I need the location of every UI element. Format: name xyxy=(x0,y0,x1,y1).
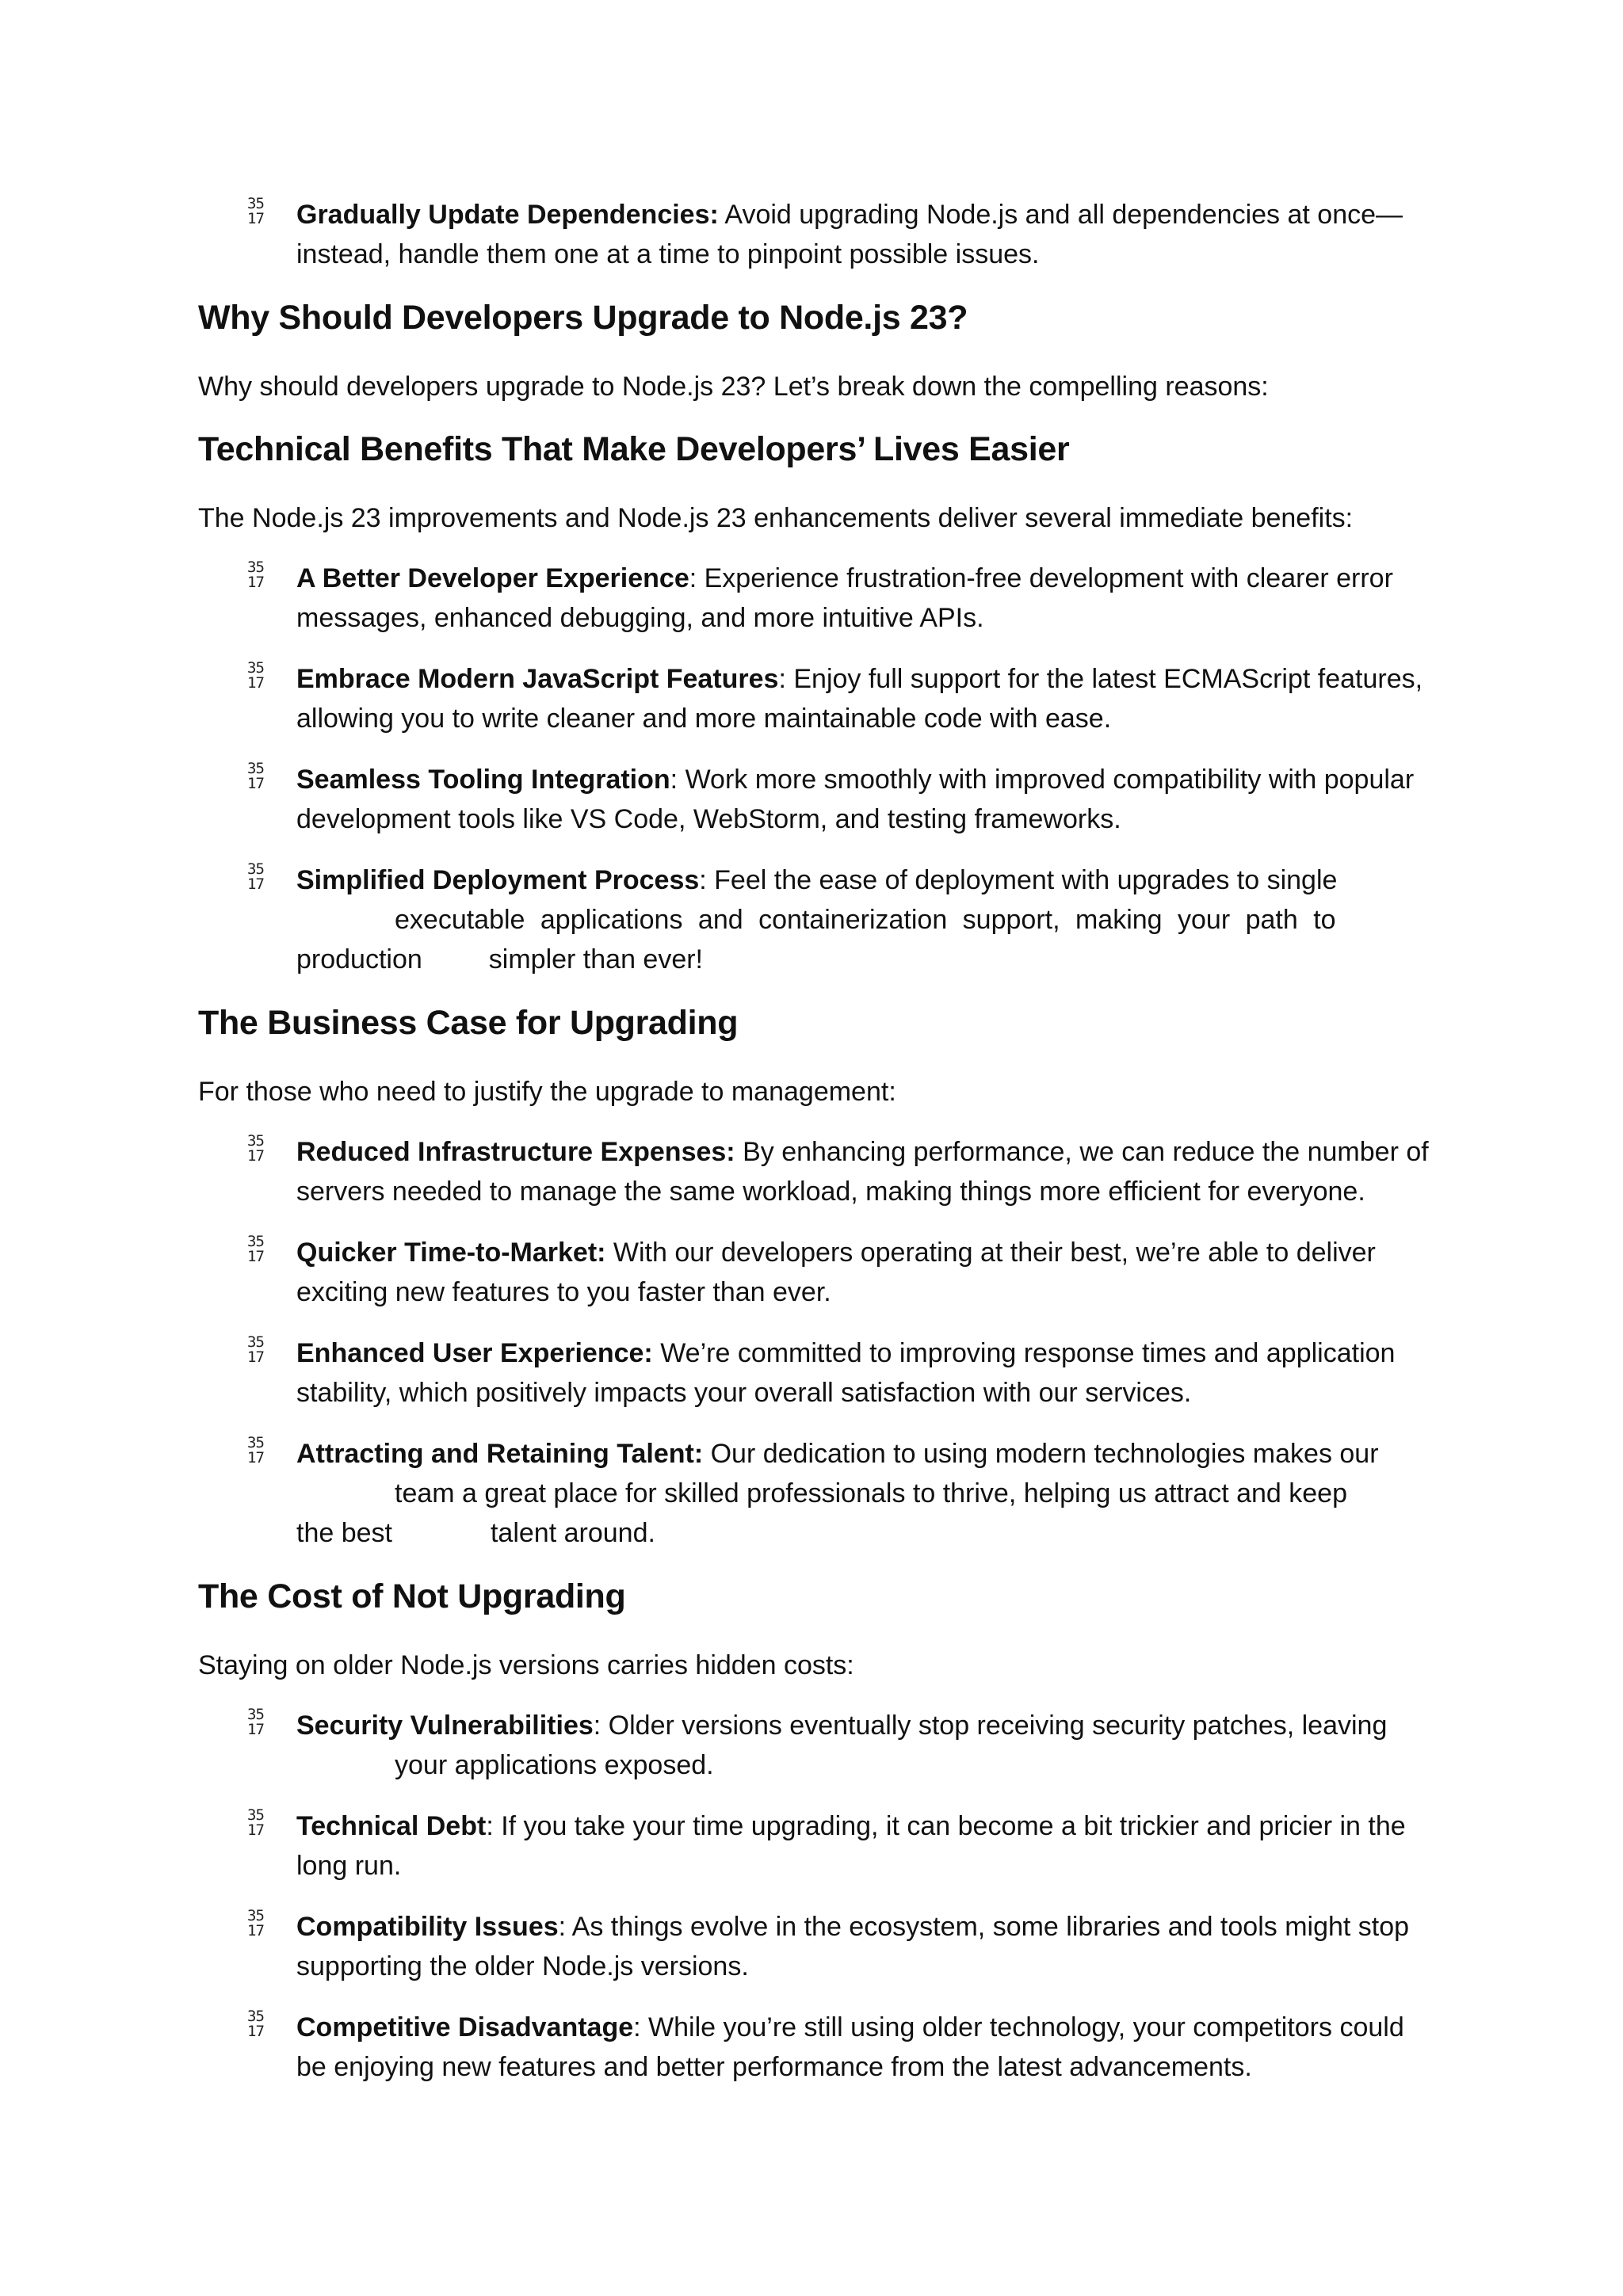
item-text: : Experience frustration-free development with clearer error messages, enhanced debugging, and more intuitive APIs. xyxy=(296,563,1393,633)
list-item xyxy=(198,860,1403,979)
item-text: : Enjoy full support for the latest ECMAScript features, allowing you to write cleaner and more maintainable code with ease. xyxy=(296,664,1423,734)
item-term: Technical Debt xyxy=(296,1811,487,1841)
item-text: : While you’re still using older technology, your competitors could be enjoying new features and better performance from the latest advancements. xyxy=(296,2012,1404,2082)
bullet-marker: 35 17 xyxy=(247,860,264,893)
section-heading-business-case: The Business Case for Upgrading xyxy=(198,1004,739,1042)
bullet-marker: 35 17 xyxy=(247,1434,264,1466)
item-text: : If you take your time upgrading, it can become a bit trickier and pricier in the long run. xyxy=(296,1811,1406,1881)
item-text-cont: simpler than ever! xyxy=(488,944,704,974)
item-text: : As things evolve in the ecosystem, some libraries and tools might stop supporting the older Node.js versions. xyxy=(296,1912,1410,1981)
list-item-gradually-update xyxy=(198,195,1434,274)
item-term: Embrace Modern JavaScript Features xyxy=(296,664,779,694)
item-text-cont: executable applications and containerization support, making your path to xyxy=(395,905,1336,935)
list-item xyxy=(198,1907,1434,1986)
item-term: Simplified Deployment Process xyxy=(296,865,700,895)
item-text: We’re committed to improving response times and application stability, which positively impacts your overall satisfaction with our services. xyxy=(296,1338,1396,1408)
item-term: Attracting and Retaining Talent: xyxy=(296,1439,704,1469)
bullet-marker: 35 17 xyxy=(247,760,264,792)
item-text-cont: talent around. xyxy=(490,1518,655,1548)
section-heading-technical-benefits: Technical Benefits That Make Developers’ Lives Easier xyxy=(198,430,1070,468)
section-paragraph: Why should developers upgrade to Node.js 23? Let’s break down the compelling reasons: xyxy=(198,372,1269,402)
bullet-marker: 35 17 xyxy=(247,1233,264,1265)
item-text-cont: team a great place for skilled professionals to thrive, helping us attract and keep xyxy=(395,1478,1348,1508)
item-text: : Work more smoothly with improved compatibility with popular development tools like VS Code, WebStorm, and testing frameworks. xyxy=(296,765,1415,834)
bullet-marker: 35 17 xyxy=(247,1333,264,1366)
list-item xyxy=(198,2008,1434,2087)
item-text-cont: production xyxy=(296,944,422,974)
bullet-marker: 35 17 xyxy=(247,559,264,591)
bullet-marker: 35 17 xyxy=(247,1806,264,1839)
bullet-marker: 35 17 xyxy=(247,1132,264,1165)
item-term: Security Vulnerabilities xyxy=(296,1711,594,1741)
item-text: With our developers operating at their best, we’re able to deliver exciting new features to you faster than ever. xyxy=(296,1238,1376,1307)
item-text-cont: instead, handle them one at a time to pinpoint possible issues. xyxy=(296,239,1040,269)
item-term: Enhanced User Experience: xyxy=(296,1338,653,1368)
item-term: Compatibility Issues xyxy=(296,1912,559,1942)
item-text: By enhancing performance, we can reduce the number of servers needed to manage the same workload, making things more efficient for everyone. xyxy=(296,1137,1429,1207)
bullet-marker: 35 17 xyxy=(247,1706,264,1738)
list-item xyxy=(198,559,1434,638)
item-text-cont: the best xyxy=(296,1518,392,1548)
list-item xyxy=(198,1333,1434,1413)
list-item xyxy=(198,760,1434,839)
item-term: A Better Developer Experience xyxy=(296,563,689,593)
item-text: : Older versions eventually stop receiving security patches, leaving xyxy=(593,1711,1388,1741)
section-paragraph: The Node.js 23 improvements and Node.js 23 enhancements deliver several immediate benefits: xyxy=(198,503,1354,533)
bullet-marker: 35 17 xyxy=(247,195,264,227)
bullet-marker: 35 17 xyxy=(247,2008,264,2040)
list-item xyxy=(198,1434,1434,1553)
item-term: Quicker Time-to-Market: xyxy=(296,1238,606,1268)
bullet-marker: 35 17 xyxy=(247,1907,264,1939)
section-paragraph: For those who need to justify the upgrade to management: xyxy=(198,1077,896,1107)
item-term: Reduced Infrastructure Expenses: xyxy=(296,1137,735,1167)
section-heading-why-upgrade: Why Should Developers Upgrade to Node.js 23? xyxy=(198,299,968,337)
item-text-cont: your applications exposed. xyxy=(395,1750,714,1780)
list-item xyxy=(198,659,1434,738)
bullet-marker: 35 17 xyxy=(247,659,264,692)
list-item xyxy=(198,1233,1434,1312)
list-item xyxy=(198,1806,1434,1886)
item-text: : Feel the ease of deployment with upgrades to single xyxy=(699,865,1338,895)
item-term: Gradually Update Dependencies: xyxy=(296,200,719,230)
item-text: Our dedication to using modern technologies makes our xyxy=(703,1439,1379,1469)
section-heading-cost-not-upgrading: The Cost of Not Upgrading xyxy=(198,1577,626,1615)
item-text: Avoid upgrading Node.js and all dependencies at once— xyxy=(718,200,1403,230)
section-paragraph: Staying on older Node.js versions carries hidden costs: xyxy=(198,1650,854,1680)
item-term: Seamless Tooling Integration xyxy=(296,765,670,795)
list-item xyxy=(198,1706,1434,1785)
item-term: Competitive Disadvantage xyxy=(296,2012,634,2042)
list-item xyxy=(198,1132,1434,1211)
